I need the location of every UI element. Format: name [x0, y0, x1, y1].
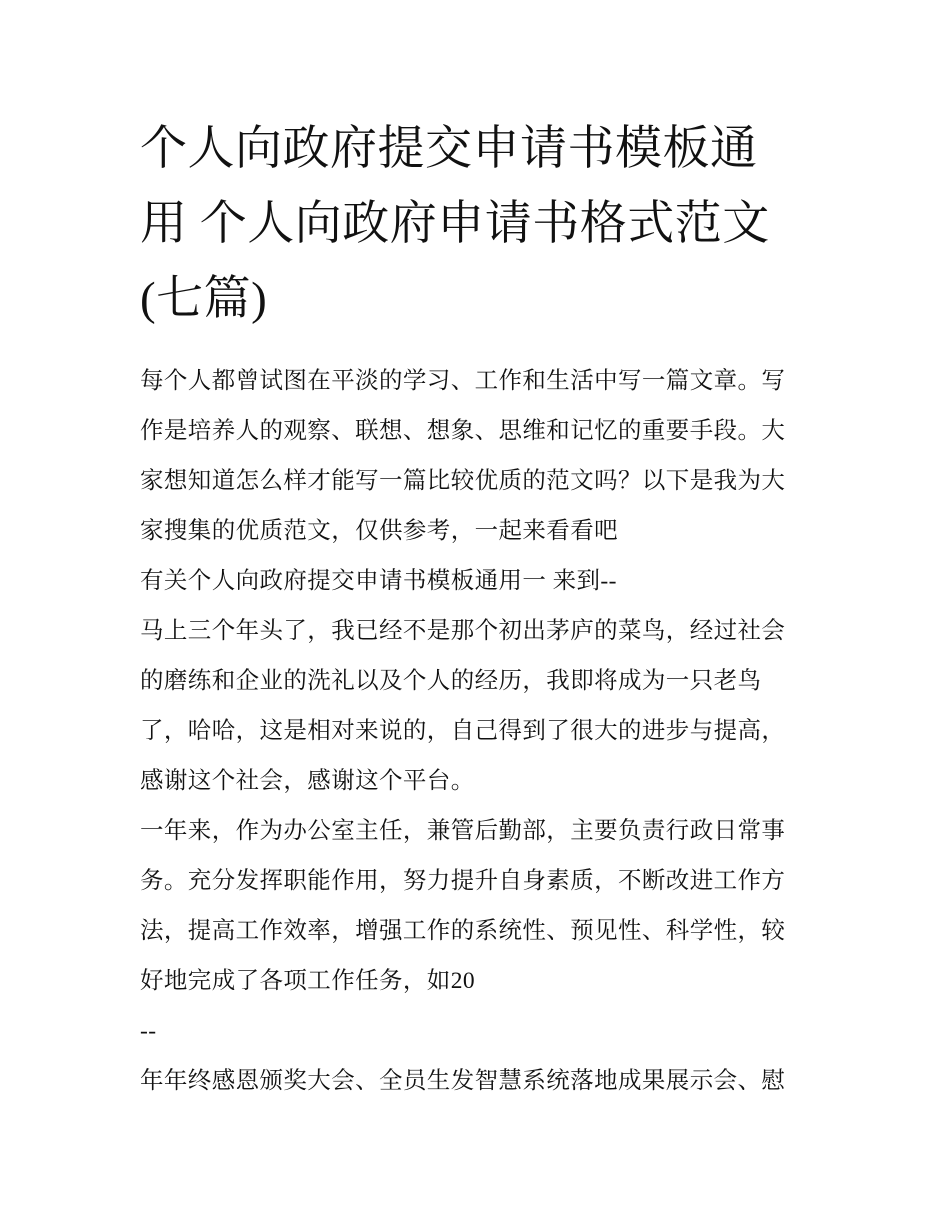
body-line: 好地完成了各项工作任务，如20: [140, 968, 475, 994]
title-line: (七篇): [140, 273, 268, 325]
body-line: --: [140, 1018, 157, 1044]
body-line: 务。充分发挥职能作用，努力提升自身素质，不断改进工作方: [140, 868, 786, 894]
body-line: 法，提高工作效率，增强工作的系统性、预见性、科学性，较: [140, 918, 786, 944]
body-line: 一年来，作为办公室主任，兼管后勤部，主要负责行政日常事: [140, 818, 786, 844]
body-line: 家想知道怎么样才能写一篇比较优质的范文吗？以下是我为大: [140, 468, 786, 494]
document-title: [140, 112, 840, 337]
title-line: 用 个人向政府申请书格式范文: [140, 198, 770, 250]
body-line: 马上三个年头了，我已经不是那个初出茅庐的菜鸟，经过社会: [140, 618, 786, 644]
title-line: 个人向政府提交申请书模板通: [140, 123, 758, 175]
body-line: 作是培养人的观察、联想、想象、思维和记忆的重要手段。大: [140, 418, 786, 444]
body-line: 的磨练和企业的洗礼以及个人的经历，我即将成为一只老鸟: [140, 668, 762, 694]
document-body: [140, 356, 830, 1106]
body-line: 每个人都曾试图在平淡的学习、工作和生活中写一篇文章。写: [140, 368, 786, 394]
body-line: 家搜集的优质范文，仅供参考，一起来看看吧: [140, 518, 618, 544]
body-line: 了，哈哈，这是相对来说的，自己得到了很大的进步与提高，: [140, 718, 786, 744]
body-line: 感谢这个社会，感谢这个平台。: [140, 768, 475, 794]
section-heading: 有关个人向政府提交申请书模板通用一 来到--: [140, 568, 617, 594]
body-line: 年年终感恩颁奖大会、全员生发智慧系统落地成果展示会、慰: [140, 1068, 786, 1094]
